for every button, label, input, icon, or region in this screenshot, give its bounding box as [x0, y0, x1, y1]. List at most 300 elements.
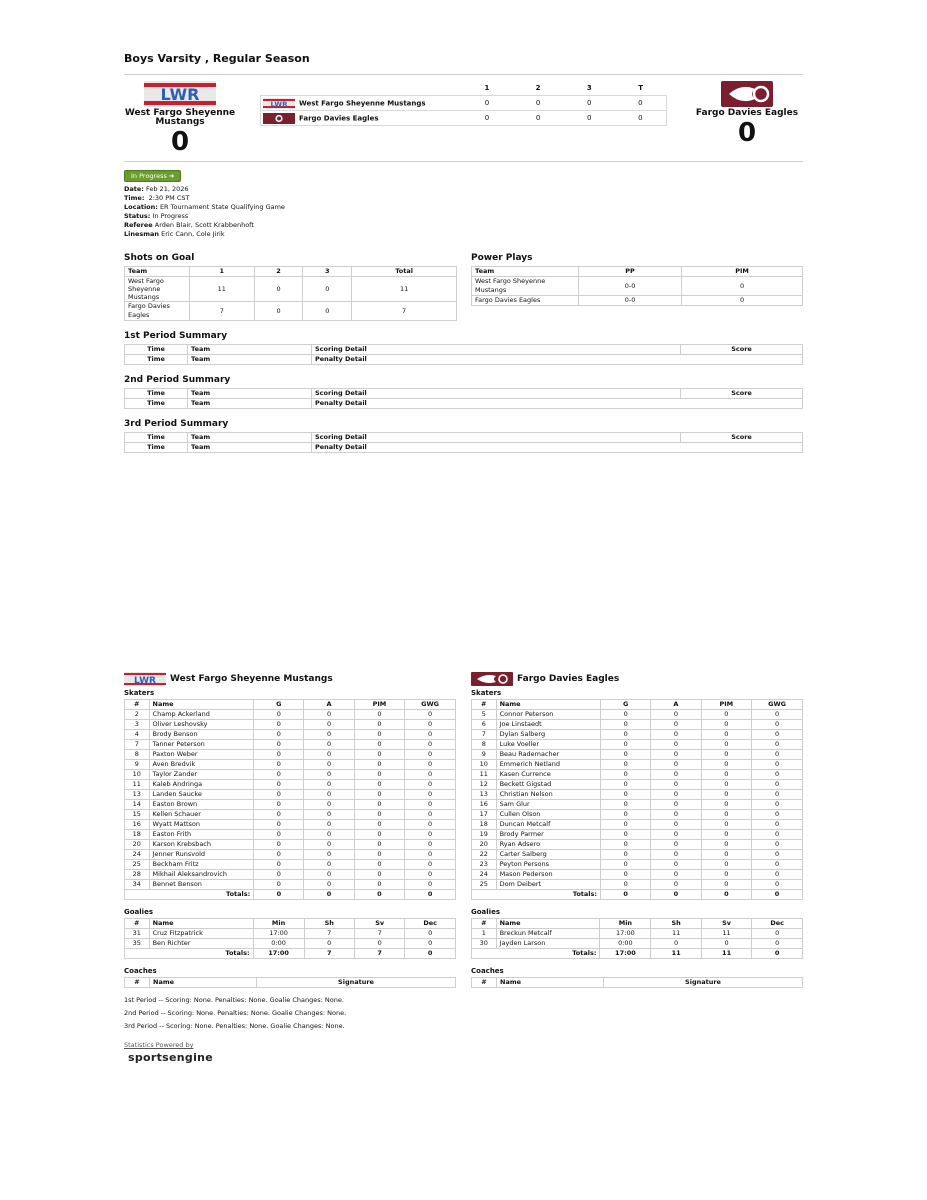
- linescore-team-name[interactable]: West Fargo Sheyenne Mustangs: [299, 99, 426, 107]
- stat-cell: 0: [354, 750, 405, 760]
- player-name[interactable]: Jayden Larson: [496, 939, 600, 949]
- player-name[interactable]: Joe Linstaedt: [496, 720, 600, 730]
- stat-cell: 0: [354, 770, 405, 780]
- column-header: Dec: [405, 919, 456, 929]
- total-cell: 0: [254, 890, 304, 900]
- stat-cell: 0: [752, 790, 803, 800]
- period-header: Scoring Detail: [312, 345, 681, 355]
- player-name[interactable]: Aven Bredvik: [149, 760, 254, 770]
- status-badge-label: In Progress: [131, 172, 167, 180]
- game-location: ER Tournament State Qualifying Game: [159, 203, 285, 211]
- stat-cell: 0: [304, 810, 354, 820]
- table-row: [125, 939, 456, 949]
- stat-cell: 16: [125, 820, 150, 830]
- stat-cell: 0: [601, 820, 651, 830]
- stat-cell: 0: [405, 770, 456, 780]
- shots-cell: 7: [190, 302, 255, 321]
- home-skaters-table: [124, 699, 456, 900]
- stat-cell: 11: [472, 770, 497, 780]
- fargo-davies-eagles-logo-icon: [721, 81, 773, 107]
- period-header: Time: [125, 355, 188, 365]
- linescore-cell: 0: [615, 111, 667, 126]
- player-name[interactable]: Landen Saucke: [149, 790, 254, 800]
- stat-cell: 0: [651, 830, 701, 840]
- referee-label: Referee: [124, 221, 153, 229]
- linescore-cell: 0: [461, 111, 512, 126]
- stat-cell: 20: [472, 840, 497, 850]
- stat-cell: 0: [354, 780, 405, 790]
- table-row: [472, 710, 803, 720]
- total-cell: 17:00: [600, 949, 651, 959]
- stat-cell: 0: [701, 830, 752, 840]
- player-name[interactable]: Beau Rademacher: [496, 750, 600, 760]
- shots-header: 1: [190, 267, 255, 277]
- player-name[interactable]: Wyatt Mattson: [149, 820, 254, 830]
- period-header: Time: [125, 433, 188, 443]
- column-header: Name: [497, 978, 604, 988]
- player-name[interactable]: Dylan Salberg: [496, 730, 600, 740]
- stat-cell: 0: [701, 720, 752, 730]
- shots-table: [124, 266, 457, 321]
- column-header: #: [472, 919, 497, 929]
- table-row: [472, 939, 803, 949]
- table-row: [472, 810, 803, 820]
- stat-cell: 0: [651, 760, 701, 770]
- stat-cell: 7: [354, 929, 404, 939]
- pp-header: PP: [579, 267, 682, 277]
- fargo-davies-eagles-logo-icon: [263, 113, 295, 124]
- stat-cell: 0: [254, 720, 304, 730]
- linescore-cell: 0: [461, 96, 512, 111]
- stat-cell: 0: [651, 880, 701, 890]
- stat-cell: 0: [304, 850, 354, 860]
- table-header-row: [472, 700, 803, 710]
- stat-cell: 0:00: [253, 939, 304, 949]
- stat-cell: 0: [354, 939, 404, 949]
- table-row: [125, 880, 456, 890]
- powered-by-link[interactable]: Statistics Powered by: [124, 1041, 194, 1049]
- player-name[interactable]: Easton Frith: [149, 830, 254, 840]
- stat-cell: 24: [472, 870, 497, 880]
- stat-cell: 0: [405, 810, 456, 820]
- stat-cell: 0: [354, 850, 405, 860]
- stat-cell: 0: [405, 939, 456, 949]
- stat-cell: 0: [354, 860, 405, 870]
- period-notes: [124, 994, 803, 1033]
- linescore-cell: 0: [513, 111, 564, 126]
- stat-cell: 0: [354, 740, 405, 750]
- period-header: Time: [125, 345, 188, 355]
- period-header: Score: [681, 433, 803, 443]
- table-row: [472, 850, 803, 860]
- stat-cell: 0: [304, 830, 354, 840]
- shots-header: Total: [352, 267, 457, 277]
- sportsengine-logo[interactable]: sportsengine: [128, 1051, 214, 1064]
- table-header-row: [472, 978, 803, 988]
- stat-cell: 0: [254, 770, 304, 780]
- shots-cell: 11: [352, 277, 457, 302]
- linescore-cell: 0: [513, 96, 564, 111]
- stat-cell: 0: [304, 820, 354, 830]
- table-row: [125, 850, 456, 860]
- stat-cell: 0: [405, 760, 456, 770]
- totals-row: [125, 949, 456, 959]
- stat-cell: 0: [701, 790, 752, 800]
- table-row: [125, 720, 456, 730]
- wfs-mustangs-logo-icon: [124, 672, 166, 686]
- stat-cell: 0: [651, 790, 701, 800]
- linescore-header: T: [638, 84, 644, 92]
- away-team-score: 0: [737, 118, 757, 148]
- stat-cell: 0: [304, 790, 354, 800]
- stat-cell: 0: [752, 830, 803, 840]
- player-name[interactable]: Tanner Peterson: [149, 740, 254, 750]
- stat-cell: 0: [304, 760, 354, 770]
- stat-cell: 0: [601, 750, 651, 760]
- player-name[interactable]: Taylor Zander: [149, 770, 254, 780]
- table-row: [472, 740, 803, 750]
- total-cell: 0: [651, 890, 701, 900]
- stat-cell: 0: [601, 810, 651, 820]
- away-box-team-name[interactable]: Fargo Davies Eagles: [517, 674, 620, 684]
- stat-cell: 0: [254, 780, 304, 790]
- stat-cell: 0: [405, 840, 456, 850]
- stat-cell: 0: [701, 870, 752, 880]
- table-row: [125, 840, 456, 850]
- stat-cell: 0: [651, 860, 701, 870]
- player-name[interactable]: Beckett Gigstad: [496, 780, 600, 790]
- table-row: [125, 355, 803, 365]
- table-header-row: [472, 919, 803, 929]
- stat-cell: 0: [701, 780, 752, 790]
- stat-cell: 0: [304, 800, 354, 810]
- period-header: Time: [125, 399, 188, 409]
- fargo-davies-eagles-logo-icon: [471, 672, 513, 686]
- stat-cell: 0: [405, 800, 456, 810]
- referees: Arden Blair, Scott Krabbenhoft: [154, 221, 254, 229]
- stat-cell: 0: [601, 720, 651, 730]
- total-cell: 17:00: [253, 949, 304, 959]
- table-row: [125, 929, 456, 939]
- column-header: A: [651, 700, 701, 710]
- away-coaches-table: [471, 977, 803, 988]
- total-cell: 0: [752, 949, 803, 959]
- table-row: [125, 345, 803, 355]
- table-row: [472, 770, 803, 780]
- total-cell: 7: [304, 949, 354, 959]
- table-row: [125, 860, 456, 870]
- table-row: [472, 830, 803, 840]
- player-name[interactable]: Jenner Runsvold: [149, 850, 254, 860]
- period-summary-table: [124, 388, 803, 409]
- player-name[interactable]: Mason Pederson: [496, 870, 600, 880]
- column-header: #: [125, 978, 150, 988]
- player-name[interactable]: Beckham Fritz: [149, 860, 254, 870]
- player-name[interactable]: Champ Ackerland: [149, 710, 254, 720]
- stat-cell: 0: [601, 840, 651, 850]
- away-box-score: [471, 672, 803, 988]
- stat-cell: 0: [752, 740, 803, 750]
- linescore-team-name[interactable]: Fargo Davies Eagles: [299, 114, 379, 122]
- goalies-label: Goalies: [471, 908, 500, 916]
- totals-row: [472, 890, 803, 900]
- player-name[interactable]: Ben Richter: [149, 939, 253, 949]
- column-header: Min: [600, 919, 651, 929]
- stat-cell: 0: [601, 880, 651, 890]
- player-name[interactable]: Bennet Benson: [149, 880, 254, 890]
- table-row: [125, 433, 803, 443]
- table-row: [472, 296, 803, 306]
- coaches-label: Coaches: [471, 967, 504, 975]
- column-header: Name: [496, 919, 600, 929]
- home-goalies-table: [124, 918, 456, 959]
- linescore-cell: 0: [564, 111, 615, 126]
- shots-header: 3: [303, 267, 352, 277]
- player-name[interactable]: Kaleb Andringa: [149, 780, 254, 790]
- pp-cell: 0-0: [579, 277, 682, 296]
- table-row: [472, 820, 803, 830]
- player-name[interactable]: Brody Parmer: [496, 830, 600, 840]
- stat-cell: 0: [701, 840, 752, 850]
- stat-cell: 8: [125, 750, 150, 760]
- stat-cell: 0: [354, 830, 405, 840]
- pp-team: West Fargo Sheyenne Mustangs: [472, 277, 579, 296]
- player-name[interactable]: Brody Benson: [149, 730, 254, 740]
- stat-cell: 0: [651, 780, 701, 790]
- stat-cell: 0: [254, 800, 304, 810]
- player-name[interactable]: Cullen Olson: [496, 810, 600, 820]
- column-header: Name: [150, 978, 257, 988]
- period-header: Score: [681, 389, 803, 399]
- period-summaries: [124, 331, 803, 453]
- skaters-label: Skaters: [471, 689, 502, 697]
- home-box-header: [124, 672, 456, 686]
- total-cell: 0: [701, 890, 752, 900]
- period-header: Scoring Detail: [312, 433, 681, 443]
- stat-cell: 0: [304, 750, 354, 760]
- period-summary-title: 3rd Period Summary: [124, 419, 229, 429]
- stat-cell: 0: [601, 740, 651, 750]
- stat-cell: 0: [701, 820, 752, 830]
- stat-cell: 0: [354, 760, 405, 770]
- game-time: 2:30 PM CST: [148, 194, 190, 202]
- power-plays-title: Power Plays: [471, 253, 533, 263]
- stat-cell: 0: [304, 720, 354, 730]
- stat-cell: 8: [472, 740, 497, 750]
- table-row: [472, 860, 803, 870]
- stat-cell: 0: [405, 870, 456, 880]
- column-header: Dec: [752, 919, 803, 929]
- player-name[interactable]: Christian Nelson: [496, 790, 600, 800]
- table-row: [125, 810, 456, 820]
- column-header: Name: [149, 919, 253, 929]
- stat-cell: 0: [405, 880, 456, 890]
- pp-cell: 0: [682, 296, 803, 306]
- status-badge[interactable]: [124, 170, 181, 182]
- stat-cell: 0: [304, 730, 354, 740]
- total-cell: 11: [651, 949, 701, 959]
- table-row: [472, 870, 803, 880]
- column-header: Sh: [651, 919, 701, 929]
- stat-cell: 0: [651, 770, 701, 780]
- wfs-mustangs-logo-icon: [263, 98, 295, 109]
- column-header: Signature: [604, 978, 803, 988]
- stat-cell: 0: [254, 840, 304, 850]
- table-row: [472, 800, 803, 810]
- shots-team: West Fargo Sheyenne Mustangs: [125, 277, 190, 302]
- totals-row: [472, 949, 803, 959]
- away-skaters-table: [471, 699, 803, 900]
- totals-row: [125, 890, 456, 900]
- player-name[interactable]: Breckun Metcalf: [496, 929, 600, 939]
- period-header: Score: [681, 345, 803, 355]
- table-row: [125, 750, 456, 760]
- stat-cell: 0: [405, 730, 456, 740]
- table-row: [472, 880, 803, 890]
- shots-cell: 0: [303, 302, 352, 321]
- box-score-page: [124, 52, 803, 1064]
- stat-cell: 11: [701, 929, 751, 939]
- stat-cell: 0: [254, 750, 304, 760]
- player-name[interactable]: Carter Salberg: [496, 850, 600, 860]
- stat-cell: 0: [254, 710, 304, 720]
- stat-cell: 0: [752, 730, 803, 740]
- table-header-row: [125, 919, 456, 929]
- stat-cell: 0: [304, 840, 354, 850]
- stat-cell: 7: [125, 740, 150, 750]
- stat-cell: 0: [701, 810, 752, 820]
- stat-cell: 5: [472, 710, 497, 720]
- home-box-score: [124, 672, 456, 988]
- stat-cell: 13: [125, 790, 150, 800]
- player-name[interactable]: Peyton Persons: [496, 860, 600, 870]
- stat-cell: 0: [651, 720, 701, 730]
- player-name[interactable]: Dom Deibert: [496, 880, 600, 890]
- player-name[interactable]: Emmerich Netland: [496, 760, 600, 770]
- stat-cell: 0: [254, 760, 304, 770]
- stat-cell: 11: [125, 780, 150, 790]
- stat-cell: 0: [601, 850, 651, 860]
- table-row: [125, 760, 456, 770]
- stat-cell: 0: [601, 770, 651, 780]
- stat-cell: 0: [354, 880, 405, 890]
- stat-cell: 0: [752, 760, 803, 770]
- stat-cell: 34: [125, 880, 150, 890]
- period-summary-table: [124, 344, 803, 365]
- stat-cell: 23: [472, 860, 497, 870]
- player-name[interactable]: Connor Peterson: [496, 710, 600, 720]
- skaters-label: Skaters: [124, 689, 155, 697]
- period-summary-title: 2nd Period Summary: [124, 375, 231, 385]
- stat-cell: 0: [601, 830, 651, 840]
- player-name[interactable]: Mikhail Aleksandrovich: [149, 870, 254, 880]
- stat-cell: 0: [254, 730, 304, 740]
- player-name[interactable]: Paxton Weber: [149, 750, 254, 760]
- stat-cell: 0: [752, 860, 803, 870]
- column-header: #: [472, 978, 497, 988]
- stat-cell: 0: [304, 770, 354, 780]
- stat-cell: 0: [651, 710, 701, 720]
- stat-cell: 2: [125, 710, 150, 720]
- location-label: Location:: [124, 203, 158, 211]
- totals-label: Totals:: [472, 949, 600, 959]
- column-header: #: [472, 700, 497, 710]
- player-name[interactable]: Easton Brown: [149, 800, 254, 810]
- stat-cell: 0: [254, 790, 304, 800]
- column-header: Sh: [304, 919, 354, 929]
- player-name[interactable]: Karson Krebsbach: [149, 840, 254, 850]
- stat-cell: 0: [405, 780, 456, 790]
- stat-cell: 0: [651, 870, 701, 880]
- note-line: 3rd Period -- Scoring: None. Penalties: None. Goalie Changes: None.: [124, 1022, 345, 1030]
- player-name[interactable]: Cruz Fitzpatrick: [149, 929, 253, 939]
- player-name[interactable]: Oliver Leshovsky: [149, 720, 254, 730]
- stat-cell: 17:00: [253, 929, 304, 939]
- power-plays-table: [471, 266, 803, 306]
- column-header: Sv: [354, 919, 404, 929]
- period-summary-table: [124, 432, 803, 453]
- goalies-label: Goalies: [124, 908, 153, 916]
- pp-team: Fargo Davies Eagles: [472, 296, 579, 306]
- stat-cell: 0: [601, 860, 651, 870]
- total-cell: 0: [752, 890, 803, 900]
- shots-cell: 0: [254, 302, 303, 321]
- stat-cell: 7: [304, 929, 354, 939]
- stat-cell: 0: [405, 750, 456, 760]
- player-name[interactable]: Kellen Schauer: [149, 810, 254, 820]
- player-name[interactable]: Ryan Adsero: [496, 840, 600, 850]
- home-box-team-name[interactable]: West Fargo Sheyenne Mustangs: [170, 674, 333, 684]
- total-cell: 0: [354, 890, 405, 900]
- stat-cell: 0: [752, 820, 803, 830]
- total-cell: 0: [601, 890, 651, 900]
- stat-cell: 0: [254, 820, 304, 830]
- stat-cell: 0: [752, 770, 803, 780]
- stat-cell: 0: [601, 760, 651, 770]
- stat-cell: 0: [601, 730, 651, 740]
- table-row: [472, 929, 803, 939]
- table-row: [125, 870, 456, 880]
- stat-cell: 14: [125, 800, 150, 810]
- player-name[interactable]: Duncan Metcalf: [496, 820, 600, 830]
- away-box-header: [471, 672, 803, 686]
- stat-cell: 0: [651, 820, 701, 830]
- stat-cell: 0: [405, 850, 456, 860]
- shots-title: Shots on Goal: [124, 253, 195, 263]
- pp-cell: 0: [682, 277, 803, 296]
- linescore-header: 1: [484, 84, 490, 92]
- table-row: [472, 720, 803, 730]
- period-header: Team: [188, 443, 312, 453]
- table-header-row: [125, 700, 456, 710]
- stat-cell: 25: [472, 880, 497, 890]
- stat-cell: 0: [254, 870, 304, 880]
- stat-cell: 0: [701, 750, 752, 760]
- player-name[interactable]: Luke Voeller: [496, 740, 600, 750]
- stat-cell: 25: [125, 860, 150, 870]
- stat-cell: 0: [752, 710, 803, 720]
- player-name[interactable]: Sam Glur: [496, 800, 600, 810]
- stat-cell: 0: [354, 790, 405, 800]
- stat-cell: 11: [651, 929, 701, 939]
- stat-cell: 0: [354, 730, 405, 740]
- time-label: Time:: [124, 194, 145, 202]
- stat-cell: 0: [651, 810, 701, 820]
- column-header: PIM: [354, 700, 405, 710]
- period-header: Penalty Detail: [312, 399, 803, 409]
- player-name[interactable]: Kasen Currence: [496, 770, 600, 780]
- total-cell: 7: [354, 949, 404, 959]
